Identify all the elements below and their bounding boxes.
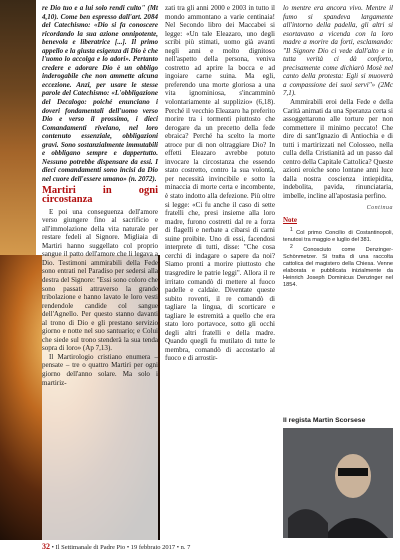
footnote-2: 2 Conosciuto come Denzinger-Schönmetzer. Si tratta di una raccolta cattolica del magistero della Chiesa. Venne elaborata e pubblicata inizialmente da Heinrich Joseph Dominicus Denzinger nel 1854. [283, 243, 393, 289]
column-3 [283, 4, 393, 289]
figure-caption: Il regista Martin Scorsese [283, 417, 366, 424]
continua-label: Continua [366, 204, 393, 211]
col1-paragraph-2: E poi una conseguenza dell'amore verso giungere fino al sacrificio e all'immolazione della vita naturale per restare fedeli al Signore. Migliaia di Martiri hanno suggellato col proprio sangue il patto dell'amore che li legava a Dio. Testimoni ammirabili della Fede sono entrati nel Paradiso per sedersi alla destra del Signore: "Essi sono coloro che sono passati attraverso la grande tribolazione e hanno lavato le loro vesti rendendole candide col sangue dell'Agnello. Per questo stanno davanti al trono di Dio e gli prestano servizio giorno e notte nel suo santuario; e Colui che siede sul trono stenderà la sua tenda sopra di loro» (Ap 7,13). [42, 207, 158, 353]
footer-text: • Il Settimanale di Padre Pio • 19 febbraio 2017 • n. 7 [51, 544, 191, 551]
section-heading: Martiri in ogni circostanza [42, 185, 158, 206]
decorative-image-strip [0, 0, 36, 255]
page-number: 32 [42, 542, 50, 551]
col2-paragraph-1: zati tra gli anni 2000 e 2003 in tutto il mondo ammontano a varie centinaia! Nel Secondo libro dei Maccabei si legge: «Un tale Eleazaro, uno degli scribi più stimati, uomo già avanti negli anni e molto dignitoso nell'aspetto della persona, veniva costretto ad aprire la bocca e ad ingoiare carne suina. Ma egli, preferendo una morte gloriosa a una vita ignominiosa, s'incamminò volontariamente al supplizio» (6,18). Perché il vecchio Eleazaro ha preferito morire tra i tormenti piuttosto che derogare da un precetto della fede ebraica? Perché ha scelto la morte atroce pur di non oltraggiare Dio? In effetti Eleazaro avrebbe potuto invocare la circostanza che essendo stato costretto, contro la sua volontà, per necessità invincibile e sotto la minaccia di morte certa e incombente, è stato indotto alla defezione. Più oltre si legge: «Ci fu anche il caso di sette fratelli che, presi insieme alla loro madre, furono costretti dal re a forza di flagelli e nerbate a cibarsi di carni suine proibite. Uno di essi, facendosi interprete di tutti, disse: "Che cosa cerchi di indagare o sapere da noi? Siamo pronti a morire piuttosto che trasgredire le patrie leggi". Allora il re irritato comandò di mettere al fuoco padelle e caldaie. Diventate queste subito roventi, il re comandò di tagliare la lingua, di scorticare e tagliare le estremità a quello che era stato loro portavoce, sotto gli occhi degli altri fratelli e della madre. Quando quegli fu mutilato di tutte le membra, comandò di accostarlo al fuoco e di arrostir- [165, 4, 275, 363]
col1-paragraph-3: Il Martirologio cristiano enumera – pensate – tre o quattro Martiri per ogni giorno dell'anno solare. Ma solo i martiriz- [42, 352, 158, 387]
page-footer [42, 542, 392, 551]
footnote-1: 1 Col primo Concilio di Costantinopoli, tenutosi tra maggio e luglio del 381. [283, 226, 393, 243]
col3-paragraph-2: Ammirabili eroi della Fede e della Carità animati da una Speranza certa si assoggettarono alle torture per non commettere il minimo peccato! Che dire di sant'Ignazio di Antiochia e di tutti i martirizzati nel Colosseo, nella culla della Cristianità ad un passo dal centro della Capitale Cattolica? Queste azioni eroiche sono lontane anni luce dalla nostra coscienza intiepidita, indebolita, pavida, rinunciataria, imbelle, incline all'apostasia perfino. [283, 98, 393, 201]
footnote-2-text: Conosciuto come Denzinger-Schönmetzer. Si tratta di una raccolta cattolica del magistero della Chiesa. Venne elaborata e pubblicata inizialmente da Heinrich Joseph Dominicus Denzinger nel 1854. [283, 246, 393, 289]
col3-paragraph-1: lo mentre era ancora vivo. Mentre il fumo si spandeva largamente all'intorno della padella, gli altri si esortavano a vicenda con la loro madre a morire da forti, esclamando: "Il Signore Dio ci vede dall'alto e in tutta verità ci dà conforto, precisamente come dichiarò Mosè nel canto della protesta: Egli si muoverà a compassione dei suoi servi"» (2Mc 7,1). [283, 4, 393, 98]
notes-title: Note [283, 216, 297, 225]
column-1 [42, 4, 158, 387]
col1-paragraph-1: re Dio tuo e a lui solo rendi culto" (Mt 4,10). Come ben espresso dall'art. 2084 del Catechismo: «Dio si fa conoscere ricordando la sua azione onnipotente, benevola e liberatrice [...]. Il primo appello e la giusta esigenza di Dio è che l'uomo lo accolga e lo adori». Pertanto credere e adorare Dio è un obbligo inderogabile che non ammette alcuna eccezione. Anzi, per usare le stesse parole del Catechismo: «L'obbligazione del Decalogo: poiché enunciano i doveri fondamentali dell'uomo verso Dio e verso il prossimo, i dieci Comandamenti rivelano, nel loro contenuto essenziale, obbligazioni gravi. Sono sostanzialmente immutabili e obbligano sempre e dappertutto. Nessuno potrebbe dispensare da essi. I dieci comandamenti sono incisi da Dio nel cuore dell'essere umano» (n. 2072). [42, 4, 158, 183]
column-2 [165, 4, 275, 363]
footnote-1-text: Col primo Concilio di Costantinopoli, tenutosi tra maggio e luglio del 381. [283, 229, 393, 243]
figure-photo [283, 428, 393, 538]
